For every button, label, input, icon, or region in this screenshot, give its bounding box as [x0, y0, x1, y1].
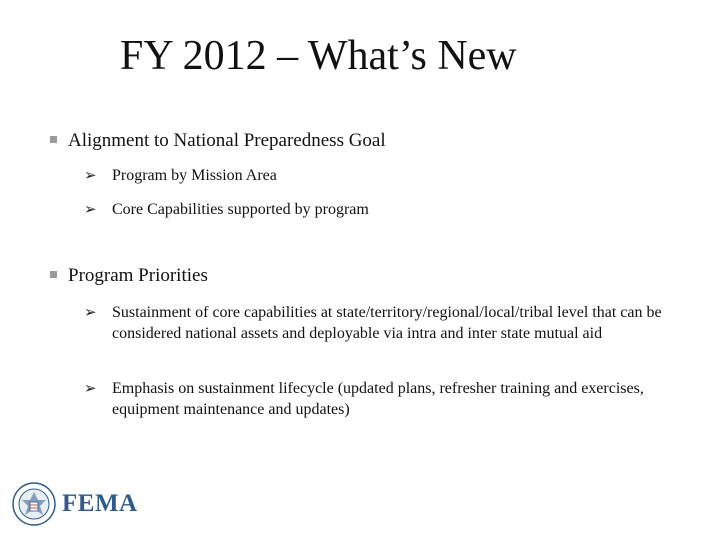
arrow-bullet-icon: ➢ — [84, 303, 97, 321]
arrow-bullet-icon: ➢ — [84, 166, 97, 184]
sub-bullet-text: Emphasis on sustainment lifecycle (updated plans, refresher training and exercises, equipment maintenance and updates) — [112, 380, 644, 418]
slide-title: FY 2012 – What’s New — [120, 33, 517, 79]
section-label: Program Priorities — [68, 265, 208, 286]
fema-logo — [12, 482, 138, 526]
sub-bullet — [84, 378, 684, 420]
sub-bullet-text: Sustainment of core capabilities at state/territory/regional/local/tribal level that can be considered national assets and deployable via intra and inter state mutual aid — [112, 304, 662, 342]
sub-bullet-text: Program by Mission Area — [112, 167, 277, 184]
sub-bullet — [84, 165, 684, 186]
sub-bullet-text: Core Capabilities supported by program — [112, 201, 369, 218]
section-bullet-priorities — [50, 264, 208, 288]
arrow-bullet-icon: ➢ — [84, 200, 97, 218]
sub-bullet — [84, 302, 684, 344]
sub-bullet — [84, 199, 684, 220]
dhs-seal-icon — [12, 482, 56, 526]
arrow-bullet-icon: ➢ — [84, 379, 97, 397]
section-label: Alignment to National Preparedness Goal — [68, 130, 386, 151]
fema-logo-text: FEMA — [62, 490, 138, 517]
section-bullet-alignment — [50, 129, 386, 153]
square-bullet-icon — [50, 136, 57, 143]
square-bullet-icon — [50, 271, 57, 278]
